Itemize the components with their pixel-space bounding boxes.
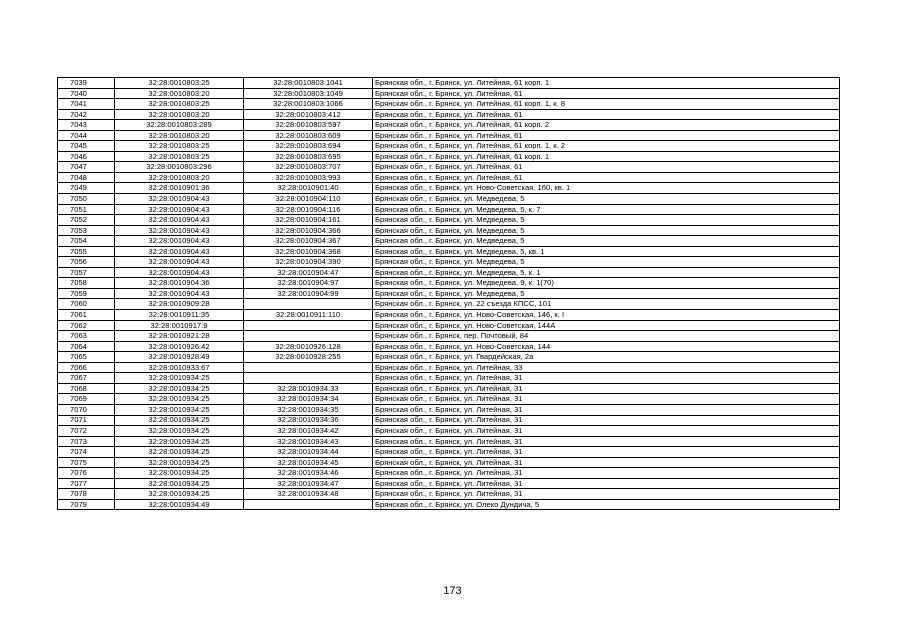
cadastral-number-cell: [244, 320, 373, 331]
address-cell: Брянская обл., г. Брянск, ул. Ново-Советская, 146, к. I: [373, 310, 840, 321]
cadastral-number-cell: [244, 373, 373, 384]
address-cell: Брянская обл., г. Брянск, ул. Литейная, 61: [373, 130, 840, 141]
table-row: [58, 130, 840, 141]
table-row: [58, 310, 840, 321]
table-row: [58, 120, 840, 131]
row-number-cell: 7076: [58, 468, 115, 479]
address-cell: Брянская обл., г. Брянск, ул. Литейная, 31: [373, 489, 840, 500]
cadastral-quarter-cell: 32:28:0010904:43: [115, 194, 244, 205]
cadastral-quarter-cell: 32:28:0010803:20: [115, 88, 244, 99]
cadastral-quarter-cell: 32:28:0010917:9: [115, 320, 244, 331]
address-cell: Брянская обл., г. Брянск, ул. Литейная, 31: [373, 383, 840, 394]
row-number-cell: 7070: [58, 404, 115, 415]
row-number-cell: 7073: [58, 436, 115, 447]
table-row: [58, 383, 840, 394]
cadastral-number-cell: 32:28:0010803:694: [244, 141, 373, 152]
table-row: [58, 236, 840, 247]
address-cell: Брянская обл., г. Брянск, ул. Медведева, 5: [373, 225, 840, 236]
table-row: [58, 109, 840, 120]
cadastral-number-cell: 32:28:0010934:46: [244, 468, 373, 479]
cadastral-number-cell: 32:28:0010904:116: [244, 204, 373, 215]
cadastral-quarter-cell: 32:28:0010803:289: [115, 120, 244, 131]
table-row: [58, 426, 840, 437]
cadastral-number-cell: 32:28:0010934:45: [244, 457, 373, 468]
cadastral-number-cell: 32:28:0010934:42: [244, 426, 373, 437]
table-row: [58, 331, 840, 342]
cadastral-quarter-cell: 32:28:0010904:43: [115, 246, 244, 257]
address-cell: Брянская обл., г. Брянск, ул. Литейная, 31: [373, 478, 840, 489]
cadastral-number-cell: 32:28:0010901:40: [244, 183, 373, 194]
cadastral-quarter-cell: 32:28:0010803:296: [115, 162, 244, 173]
cadastral-quarter-cell: 32:28:0010934:25: [115, 373, 244, 384]
cadastral-number-cell: 32:28:0010803:695: [244, 151, 373, 162]
table-row: [58, 88, 840, 99]
cadastral-quarter-cell: 32:28:0010934:25: [115, 436, 244, 447]
address-cell: Брянская обл., г. Брянск, ул. 22 съезда КПСС, 101: [373, 299, 840, 310]
row-number-cell: 7045: [58, 141, 115, 152]
cadastral-quarter-cell: 32:28:0010926:42: [115, 341, 244, 352]
row-number-cell: 7075: [58, 457, 115, 468]
cadastral-quarter-cell: 32:28:0010934:25: [115, 447, 244, 458]
cadastral-quarter-cell: 32:28:0010904:43: [115, 215, 244, 226]
cadastral-number-cell: [244, 362, 373, 373]
cadastral-quarter-cell: 32:28:0010934:25: [115, 383, 244, 394]
cadastral-quarter-cell: 32:28:0010928:49: [115, 352, 244, 363]
address-cell: Брянская обл., г. Брянск, ул. Литейная, 61: [373, 88, 840, 99]
registry-table: [57, 77, 840, 510]
registry-table-body: [58, 78, 840, 510]
table-row: [58, 288, 840, 299]
cadastral-number-cell: 32:28:0010803:707: [244, 162, 373, 173]
row-number-cell: 7067: [58, 373, 115, 384]
row-number-cell: 7065: [58, 352, 115, 363]
cadastral-number-cell: 32:28:0010904:366: [244, 225, 373, 236]
cadastral-quarter-cell: 32:28:0010901:36: [115, 183, 244, 194]
cadastral-quarter-cell: 32:28:0010904:43: [115, 204, 244, 215]
table-row: [58, 394, 840, 405]
cadastral-quarter-cell: 32:28:0010803:20: [115, 130, 244, 141]
row-number-cell: 7064: [58, 341, 115, 352]
table-row: [58, 194, 840, 205]
cadastral-quarter-cell: 32:28:0010904:43: [115, 236, 244, 247]
address-cell: Брянская обл., г. Брянск, ул. Медведева, 5: [373, 288, 840, 299]
row-number-cell: 7052: [58, 215, 115, 226]
address-cell: Брянская обл., г. Брянск, ул. Литейная, 61: [373, 172, 840, 183]
cadastral-quarter-cell: 32:28:0010803:25: [115, 78, 244, 89]
cadastral-quarter-cell: 32:28:0010934:49: [115, 499, 244, 510]
row-number-cell: 7041: [58, 99, 115, 110]
address-cell: Брянская обл., г. Брянск, ул. Гвардейская, 2а: [373, 352, 840, 363]
address-cell: Брянская обл., г. Брянск, ул. Литейная, 31: [373, 426, 840, 437]
row-number-cell: 7053: [58, 225, 115, 236]
cadastral-quarter-cell: 32:28:0010934:25: [115, 489, 244, 500]
row-number-cell: 7062: [58, 320, 115, 331]
cadastral-quarter-cell: 32:28:0010904:43: [115, 288, 244, 299]
table-row: [58, 267, 840, 278]
table-row: [58, 415, 840, 426]
table-row: [58, 352, 840, 363]
row-number-cell: 7068: [58, 383, 115, 394]
cadastral-number-cell: 32:28:0010904:390: [244, 257, 373, 268]
row-number-cell: 7074: [58, 447, 115, 458]
row-number-cell: 7060: [58, 299, 115, 310]
row-number-cell: 7049: [58, 183, 115, 194]
address-cell: Брянская обл., г. Брянск, ул. Литейная, 31: [373, 373, 840, 384]
cadastral-number-cell: 32:28:0010904:110: [244, 194, 373, 205]
cadastral-quarter-cell: 32:28:0010904:43: [115, 267, 244, 278]
cadastral-quarter-cell: 32:28:0010921:28: [115, 331, 244, 342]
cadastral-quarter-cell: 32:28:0010904:36: [115, 278, 244, 289]
row-number-cell: 7039: [58, 78, 115, 89]
table-row: [58, 478, 840, 489]
table-row: [58, 489, 840, 500]
cadastral-quarter-cell: 32:28:0010934:25: [115, 415, 244, 426]
address-cell: Брянская обл., г. Брянск, ул. Литейная, 31: [373, 415, 840, 426]
address-cell: Брянская обл., г. Брянск, ул. Медведева, 9, к. 1(70): [373, 278, 840, 289]
cadastral-number-cell: 32:28:0010934:34: [244, 394, 373, 405]
cadastral-quarter-cell: 32:28:0010904:43: [115, 225, 244, 236]
cadastral-number-cell: 32:28:0010934:33: [244, 383, 373, 394]
page-number: 173: [443, 585, 462, 597]
cadastral-quarter-cell: 32:28:0010803:20: [115, 172, 244, 183]
row-number-cell: 7054: [58, 236, 115, 247]
address-cell: Брянская обл., г. Брянск, ул. Медведева, 5: [373, 236, 840, 247]
table-row: [58, 278, 840, 289]
row-number-cell: 7048: [58, 172, 115, 183]
cadastral-number-cell: 32:28:0010934:47: [244, 478, 373, 489]
row-number-cell: 7056: [58, 257, 115, 268]
address-cell: Брянская обл., г. Брянск, пер. Почтовый, 84: [373, 331, 840, 342]
address-cell: Брянская обл., г. Брянск, ул. Литейная, 61 корп. 1: [373, 78, 840, 89]
row-number-cell: 7055: [58, 246, 115, 257]
address-cell: Брянская обл., г. Брянск, ул. Литейная, 31: [373, 468, 840, 479]
cadastral-number-cell: [244, 499, 373, 510]
address-cell: Брянская обл., г. Брянск, ул. Литейная, 61 корп. 1: [373, 151, 840, 162]
cadastral-number-cell: [244, 331, 373, 342]
address-cell: Брянская обл., г. Брянск, ул. Литейная, 61: [373, 162, 840, 173]
table-row: [58, 320, 840, 331]
table-row: [58, 468, 840, 479]
row-number-cell: 7071: [58, 415, 115, 426]
cadastral-number-cell: 32:28:0010803:1041: [244, 78, 373, 89]
cadastral-quarter-cell: 32:28:0010803:25: [115, 151, 244, 162]
cadastral-quarter-cell: 32:28:0010909:28: [115, 299, 244, 310]
cadastral-number-cell: 32:28:0010803:1049: [244, 88, 373, 99]
cadastral-quarter-cell: 32:28:0010934:25: [115, 426, 244, 437]
cadastral-quarter-cell: 32:28:0010803:25: [115, 141, 244, 152]
table-row: [58, 341, 840, 352]
cadastral-number-cell: 32:28:0010934:43: [244, 436, 373, 447]
cadastral-number-cell: 32:28:0010904:97: [244, 278, 373, 289]
cadastral-number-cell: 32:28:0010904:99: [244, 288, 373, 299]
row-number-cell: 7040: [58, 88, 115, 99]
address-cell: Брянская обл., г. Брянск, ул. Литейная, 31: [373, 457, 840, 468]
address-cell: Брянская обл., г. Брянск, ул. Медведева, 5, кв. 1: [373, 246, 840, 257]
address-cell: Брянская обл., г. Брянск, ул. Литейная, 61 корп. 2: [373, 120, 840, 131]
table-row: [58, 499, 840, 510]
address-cell: Брянская обл., г. Брянск, ул. Медведева, 5: [373, 194, 840, 205]
cadastral-number-cell: 32:28:0010934:48: [244, 489, 373, 500]
cadastral-number-cell: 32:28:0010904:161: [244, 215, 373, 226]
address-cell: Брянская обл., г. Брянск, ул. Медведева, 5, к. 7: [373, 204, 840, 215]
address-cell: Брянская обл., г. Брянск, ул. Литейная, 31: [373, 394, 840, 405]
cadastral-number-cell: 32:28:0010803:597: [244, 120, 373, 131]
row-number-cell: 7058: [58, 278, 115, 289]
row-number-cell: 7061: [58, 310, 115, 321]
address-cell: Брянская обл., г. Брянск, ул. Медведева, 5: [373, 215, 840, 226]
row-number-cell: 7042: [58, 109, 115, 120]
table-row: [58, 299, 840, 310]
address-cell: Брянская обл., г. Брянск, ул. Литейная, 61: [373, 109, 840, 120]
cadastral-quarter-cell: 32:28:0010803:20: [115, 109, 244, 120]
cadastral-number-cell: 32:28:0010904:367: [244, 236, 373, 247]
address-cell: Брянская обл., г. Брянск, ул. Литейная, 31: [373, 447, 840, 458]
cadastral-quarter-cell: 32:28:0010934:25: [115, 404, 244, 415]
table-row: [58, 457, 840, 468]
cadastral-quarter-cell: 32:28:0010904:43: [115, 257, 244, 268]
address-cell: Брянская обл., г. Брянск, ул. Ново-Советская, 144А: [373, 320, 840, 331]
row-number-cell: 7072: [58, 426, 115, 437]
cadastral-number-cell: 32:28:0010911:110: [244, 310, 373, 321]
row-number-cell: 7057: [58, 267, 115, 278]
address-cell: Брянская обл., г. Брянск, ул. Медведева, 5: [373, 257, 840, 268]
cadastral-number-cell: 32:28:0010904:368: [244, 246, 373, 257]
row-number-cell: 7078: [58, 489, 115, 500]
row-number-cell: 7069: [58, 394, 115, 405]
cadastral-quarter-cell: 32:28:0010933:67: [115, 362, 244, 373]
cadastral-number-cell: 32:28:0010803:1066: [244, 99, 373, 110]
table-row: [58, 373, 840, 384]
cadastral-number-cell: 32:28:0010928:255: [244, 352, 373, 363]
cadastral-quarter-cell: 32:28:0010911:35: [115, 310, 244, 321]
cadastral-number-cell: 32:28:0010934:36: [244, 415, 373, 426]
table-row: [58, 436, 840, 447]
table-row: [58, 225, 840, 236]
address-cell: Брянская обл., г. Брянск, ул. Литейная, 31: [373, 404, 840, 415]
row-number-cell: 7050: [58, 194, 115, 205]
cadastral-number-cell: 32:28:0010803:609: [244, 130, 373, 141]
row-number-cell: 7063: [58, 331, 115, 342]
table-row: [58, 151, 840, 162]
cadastral-number-cell: 32:28:0010803:993: [244, 172, 373, 183]
table-row: [58, 257, 840, 268]
table-row: [58, 447, 840, 458]
cadastral-quarter-cell: 32:28:0010934:25: [115, 457, 244, 468]
row-number-cell: 7079: [58, 499, 115, 510]
table-row: [58, 204, 840, 215]
cadastral-number-cell: 32:28:0010926:128: [244, 341, 373, 352]
row-number-cell: 7046: [58, 151, 115, 162]
address-cell: Брянская обл., г. Брянск, ул. Олеко Дундича, 5: [373, 499, 840, 510]
row-number-cell: 7059: [58, 288, 115, 299]
table-row: [58, 172, 840, 183]
table-row: [58, 78, 840, 89]
address-cell: Брянская обл., г. Брянск, ул. Литейная, 61 корп. 1, к. 2: [373, 141, 840, 152]
row-number-cell: 7043: [58, 120, 115, 131]
cadastral-number-cell: 32:28:0010904:47: [244, 267, 373, 278]
table-row: [58, 141, 840, 152]
cadastral-number-cell: [244, 299, 373, 310]
table-row: [58, 99, 840, 110]
table-row: [58, 162, 840, 173]
row-number-cell: 7066: [58, 362, 115, 373]
table-row: [58, 183, 840, 194]
address-cell: Брянская обл., г. Брянск, ул. Ново-Советская, 144: [373, 341, 840, 352]
cadastral-quarter-cell: 32:28:0010934:25: [115, 468, 244, 479]
address-cell: Брянская обл., г. Брянск, ул. Литейная, 31: [373, 436, 840, 447]
row-number-cell: 7044: [58, 130, 115, 141]
cadastral-quarter-cell: 32:28:0010934:25: [115, 478, 244, 489]
table-row: [58, 215, 840, 226]
row-number-cell: 7047: [58, 162, 115, 173]
cadastral-quarter-cell: 32:28:0010803:25: [115, 99, 244, 110]
address-cell: Брянская обл., г. Брянск, ул. Литейная, 61 корп. 1, к. 8: [373, 99, 840, 110]
cadastral-number-cell: 32:28:0010803:412: [244, 109, 373, 120]
cadastral-number-cell: 32:28:0010934:44: [244, 447, 373, 458]
table-row: [58, 246, 840, 257]
address-cell: Брянская обл., г. Брянск, ул. Медведева, 5, к. 1: [373, 267, 840, 278]
row-number-cell: 7077: [58, 478, 115, 489]
table-row: [58, 362, 840, 373]
address-cell: Брянская обл., г. Брянск, ул. Литейная, 33: [373, 362, 840, 373]
cadastral-number-cell: 32:28:0010934:35: [244, 404, 373, 415]
cadastral-quarter-cell: 32:28:0010934:25: [115, 394, 244, 405]
row-number-cell: 7051: [58, 204, 115, 215]
table-row: [58, 404, 840, 415]
address-cell: Брянская обл., г. Брянск, ул. Ново-Советская, 160, кв. 1: [373, 183, 840, 194]
